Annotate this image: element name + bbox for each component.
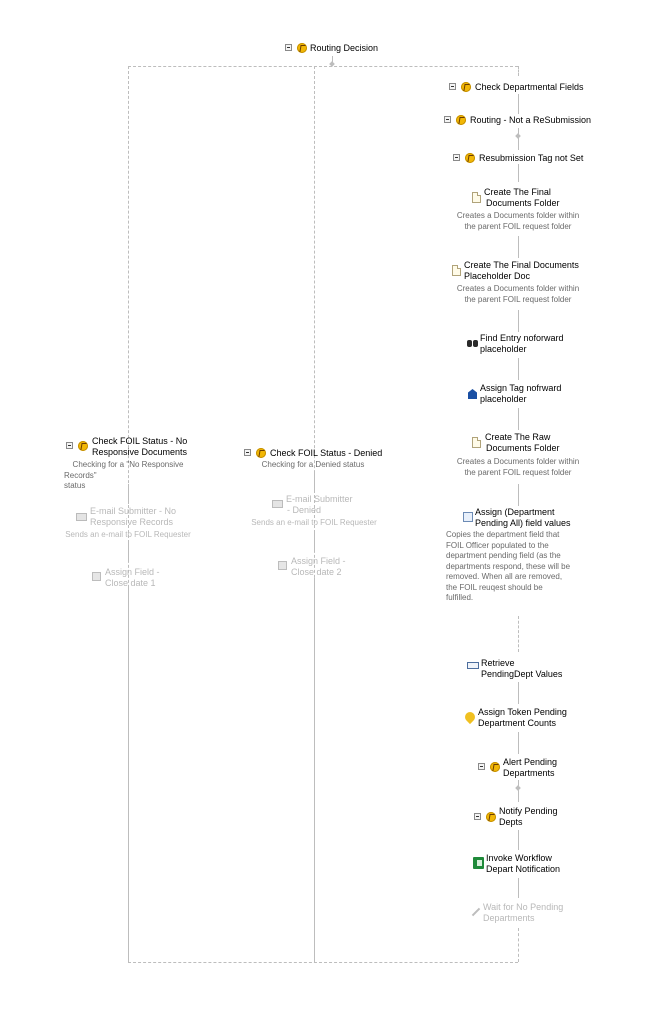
binoculars-icon: [467, 338, 478, 347]
node-title: Check FOIL Status - Denied: [270, 448, 383, 458]
node-title-line1: Check FOIL Status - No: [92, 436, 188, 446]
node-title-line1: E-mail Submitter: [286, 494, 353, 504]
node-description-line1: Creates a Documents folder within: [456, 457, 580, 466]
field-icon: [92, 572, 101, 581]
connector: [518, 310, 519, 332]
branch-bottom-line: [128, 962, 518, 963]
node-title-line1: Retrieve: [481, 658, 515, 668]
retrieve-icon: [467, 662, 479, 669]
decision-icon: [486, 812, 496, 822]
node-title-line2: placeholder: [480, 344, 527, 354]
node-title-line2: Placeholder Doc: [464, 271, 531, 281]
connector: [518, 164, 519, 182]
node-title-line1: E-mail Submitter - No: [90, 506, 177, 516]
node-title-line1: Create The Raw: [485, 432, 551, 442]
connector: [128, 484, 129, 504]
node-title-line1: Wait for No Pending: [483, 902, 564, 912]
connector-dashed: [518, 616, 519, 652]
collapse-icon[interactable]: [444, 116, 451, 123]
collapse-icon[interactable]: [453, 154, 460, 161]
node-title: Routing Decision: [310, 43, 379, 53]
node-description-line1: Checking for a "No Responsive: [72, 460, 184, 469]
field-icon: [278, 561, 287, 570]
node-title: Routing - Not a ReSubmission: [470, 115, 592, 125]
right-branch-bottom: [518, 928, 519, 962]
connector: [518, 138, 519, 150]
connector: [518, 236, 519, 258]
node-title-line1: Assign Tag nofrward: [480, 383, 562, 393]
node-description: Sends an e-mail to FOIL Requester: [65, 530, 191, 539]
node-title-line2: - Denied: [287, 505, 322, 515]
node-title-line2: Documents Folder: [486, 198, 560, 208]
node-title-line2: Depart Notification: [486, 864, 561, 874]
connector: [518, 682, 519, 704]
node-description-line1: Creates a Documents folder within: [456, 284, 580, 293]
node-description: Checking for a Denied status: [261, 460, 365, 469]
node-title-line2: Close date 2: [291, 567, 342, 577]
connector: [314, 578, 315, 962]
collapse-icon[interactable]: [285, 44, 292, 51]
connector: [518, 878, 519, 898]
node-title-line2: Responsive Documents: [92, 447, 188, 457]
node-description-line2: the parent FOIL request folder: [464, 222, 572, 231]
workflow-icon: [473, 857, 484, 869]
node-title-line1: Invoke Workflow: [486, 853, 552, 863]
connector: [518, 358, 519, 380]
node-title-line2: Depts: [499, 817, 523, 827]
node-title-line2: Departments: [483, 913, 535, 923]
description-line: department pending field (as the: [446, 551, 561, 560]
decision-icon: [490, 762, 500, 772]
connector: [128, 540, 129, 562]
node-title-line2: placeholder: [480, 394, 527, 404]
node-description-line2: the parent FOIL request folder: [464, 295, 572, 304]
node-title-line1: Create The Final: [484, 187, 551, 197]
token-icon: [463, 710, 477, 724]
node-title-line2: Close date 1: [105, 578, 156, 588]
node-title-line1: Alert Pending: [503, 757, 558, 767]
decision-icon: [461, 82, 471, 92]
node-description: Sends an e-mail to FOIL Requester: [251, 518, 377, 527]
connector: [128, 586, 129, 962]
node-title-line1: Assign Token Pending: [478, 707, 567, 717]
decision-icon: [456, 115, 466, 125]
description-line: FOIL Officer populated to the: [446, 540, 549, 550]
decision-icon: [256, 448, 266, 458]
connector: [314, 472, 315, 492]
collapse-icon[interactable]: [244, 449, 251, 456]
connector: [518, 790, 519, 802]
description-line: fulfilled.: [446, 593, 474, 602]
node-title-line1: Assign Field -: [105, 567, 160, 577]
node-title-line2: Department Counts: [478, 718, 557, 728]
node-description-line2: the parent FOIL request folder: [464, 468, 572, 477]
decision-icon: [465, 153, 475, 163]
document-icon: [452, 265, 461, 276]
collapse-icon[interactable]: [449, 83, 456, 90]
connector: [518, 732, 519, 754]
description-line: departments respond, these will be: [446, 561, 571, 571]
node-title-line1: Assign Field -: [291, 556, 346, 566]
description-line: the FOIL reuqest should be: [446, 582, 543, 592]
field-icon: [463, 512, 473, 522]
document-icon: [472, 437, 481, 448]
connector: [518, 408, 519, 430]
node-title-line1: Assign (Department: [475, 507, 555, 517]
node-title-line2: Responsive Records: [90, 517, 174, 527]
node-description-line1: Creates a Documents folder within: [456, 211, 580, 220]
node-title-line2: Documents Folder: [486, 443, 560, 453]
decision-icon: [297, 43, 307, 53]
node-title: Check Departmental Fields: [475, 82, 584, 92]
description-line: Copies the department field that: [446, 530, 560, 539]
description-line: removed. When all are removed,: [446, 572, 563, 581]
node-title-line2: Departments: [503, 768, 555, 778]
decision-icon: [78, 441, 88, 451]
node-description: [446, 530, 596, 604]
wait-icon: [472, 908, 480, 916]
connector: [518, 94, 519, 114]
right-branch-line: [518, 66, 519, 76]
node-title-line1: Notify Pending: [499, 806, 558, 816]
node-title-line1: Create The Final Documents: [464, 260, 579, 270]
collapse-icon[interactable]: [474, 813, 481, 820]
node-description-line2: Records" status: [64, 471, 97, 490]
connector: [518, 830, 519, 850]
node-title: Resubmission Tag not Set: [479, 153, 584, 163]
branch-top-line: [128, 66, 518, 67]
collapse-icon[interactable]: [478, 763, 485, 770]
node-title-line2: Pending All) field values: [475, 518, 571, 528]
connector: [518, 484, 519, 506]
collapse-icon[interactable]: [66, 442, 73, 449]
connector: [314, 530, 315, 552]
email-icon: [272, 500, 283, 508]
email-icon: [76, 513, 87, 521]
node-title-line2: PendingDept Values: [481, 669, 563, 679]
tag-icon: [468, 389, 477, 399]
document-icon: [472, 192, 481, 203]
node-title-line1: Find Entry noforward: [480, 333, 564, 343]
